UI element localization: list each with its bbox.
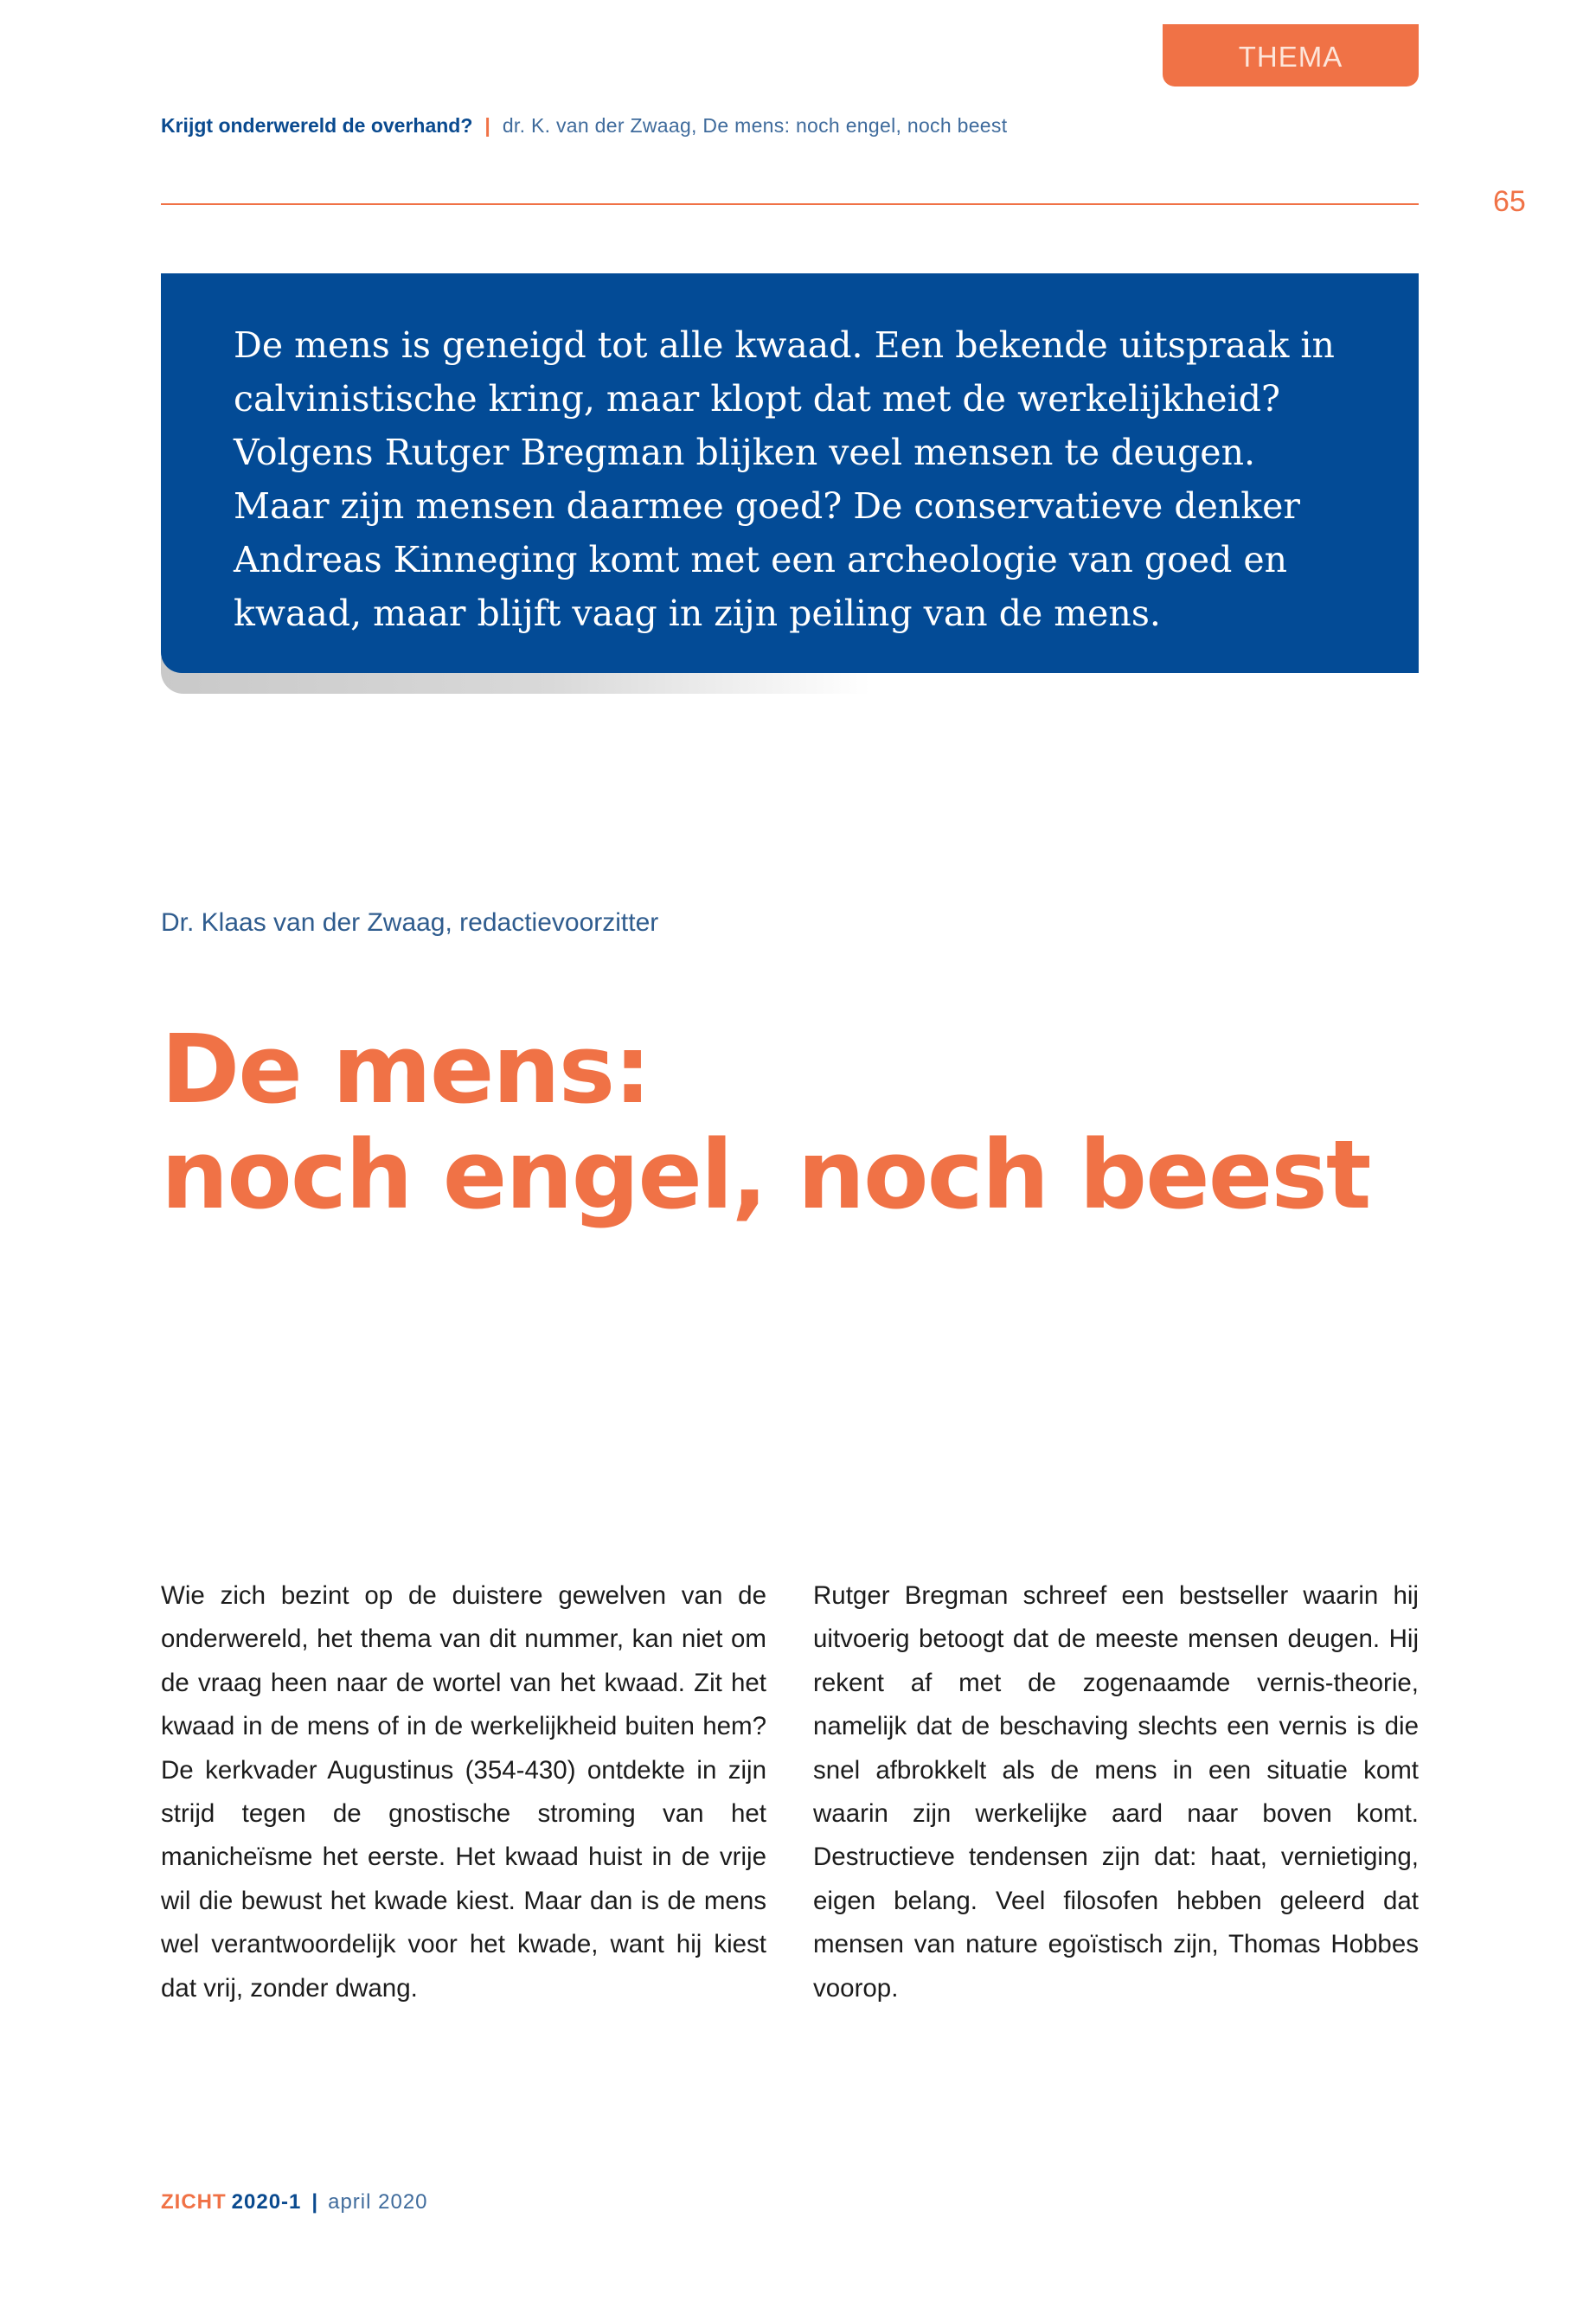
page-footer xyxy=(161,2190,428,2214)
running-head-section: Krijgt onderwereld de overhand? xyxy=(161,114,473,137)
footer-magazine-name: ZICHT xyxy=(161,2190,227,2214)
thema-section-tab: THEMA xyxy=(1163,24,1419,87)
header-divider xyxy=(161,203,1419,205)
intro-line: calvinistische kring, maar klopt dat met de werkelijkheid? xyxy=(234,378,1280,420)
intro-text xyxy=(234,318,1367,640)
body-column-right: Rutger Bregman schreef een bestseller waarin hij uitvoerig betoogt dat de meeste mensen deugen. Hij rekent af met de zogenaamde vernis-theorie, namelijk dat de beschaving slechts een vernis is die snel afbrokkelt als de mens in een situatie komt waarin zijn werkelijke aard naar boven komt. Destructieve tendensen zijn dat: haat, vernietiging, eigen belang. Veel filosofen hebben geleerd dat mensen van nature egoïstisch zijn, Thomas Hobbes voorop. xyxy=(813,1581,1419,2003)
intro-box xyxy=(161,273,1419,673)
intro-line: De mens is geneigd tot alle kwaad. Een bekende uitspraak in xyxy=(234,324,1335,366)
author-byline: Dr. Klaas van der Zwaag, redactievoorzitter xyxy=(161,908,659,937)
intro-line: Andreas Kinneging komt met een archeologie van goed en xyxy=(234,539,1288,580)
article-title-line-1: De mens: xyxy=(161,1014,651,1125)
intro-line: Maar zijn mensen daarmee goed? De conservatieve denker xyxy=(234,485,1300,527)
running-head-article: dr. K. van der Zwaag, De mens: noch engel, noch beest xyxy=(502,114,1008,137)
intro-line: kwaad, maar blijft vaag in zijn peiling van de mens. xyxy=(234,593,1161,634)
article-title-line-2: noch engel, noch beest xyxy=(161,1119,1370,1230)
footer-date: april 2020 xyxy=(328,2190,428,2214)
running-head xyxy=(161,114,1007,138)
body-column-left: Wie zich bezint op de duistere gewelven van de onderwereld, het thema van dit nummer, kan niet om de vraag heen naar de wortel van het kwaad. Zit het kwaad in de mens of in de werkelijkheid buiten hem? De kerkvader Augustinus (354-430) ontdekte in zijn strijd tegen de gnostische stroming van het manicheïsme het eerste. Het kwaad huist in de vrije wil die bewust het kwade kiest. Maar dan is de mens wel verantwoordelijk voor het kwade, want hij kiest dat vrij, zonder dwang. xyxy=(161,1581,766,2003)
running-head-separator: | xyxy=(484,114,490,137)
intro-line: Volgens Rutger Bregman blijken veel mensen te deugen. xyxy=(234,432,1256,473)
article-title xyxy=(161,1014,1370,1230)
footer-issue: 2020-1 xyxy=(231,2190,302,2214)
page-number: 65 xyxy=(1493,185,1526,218)
footer-separator: | xyxy=(311,2190,318,2214)
